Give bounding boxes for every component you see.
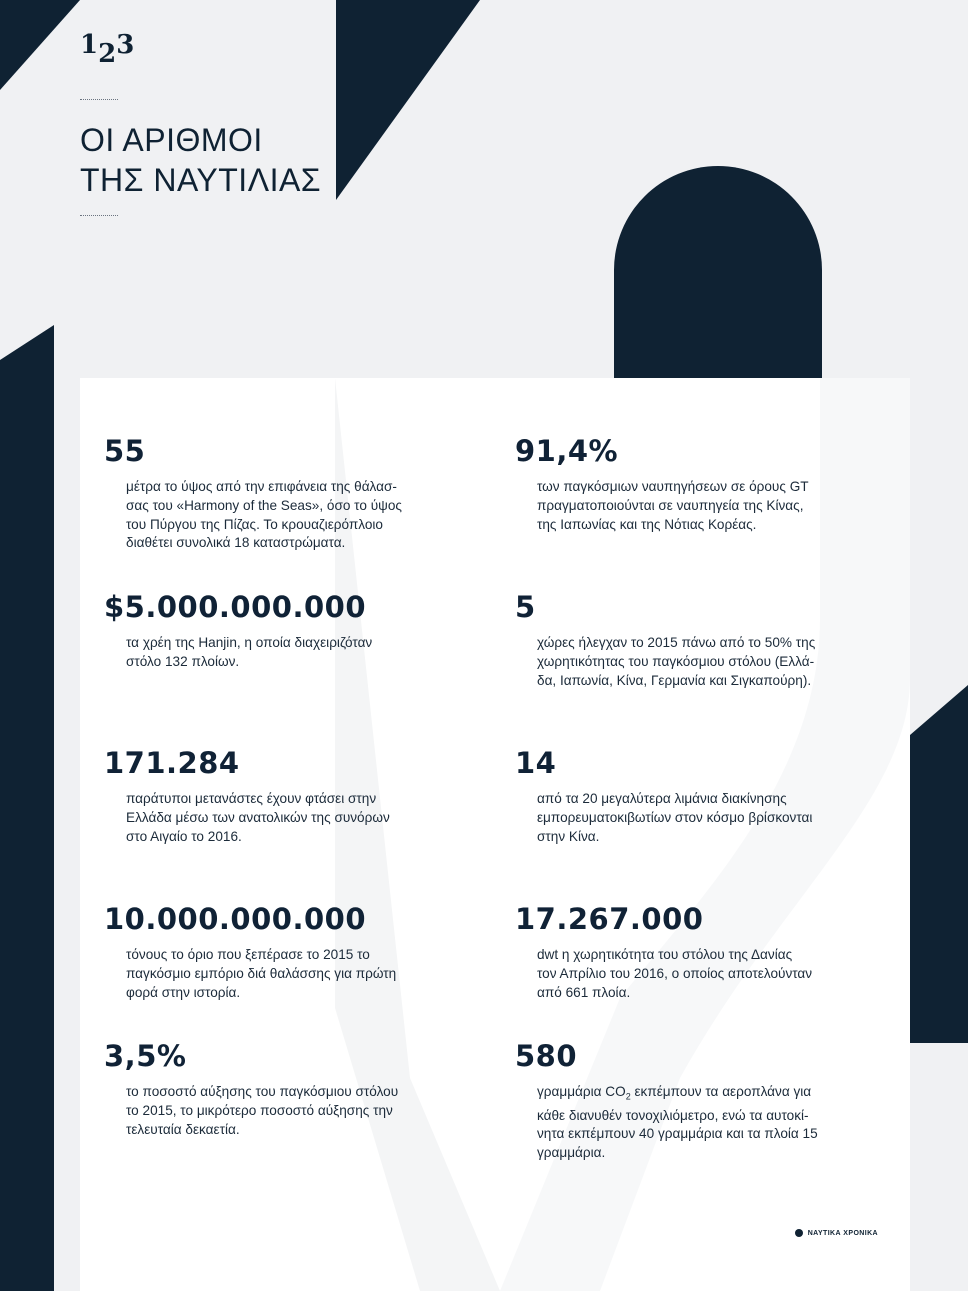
divider-top bbox=[80, 99, 118, 100]
stat-number: 5 bbox=[515, 590, 536, 624]
stat-description bbox=[126, 790, 446, 846]
stat-line: πραγματοποιούνται σε ναυπηγεία της Κίνας, bbox=[537, 497, 804, 513]
stat-580 bbox=[515, 1039, 857, 1163]
stat-line: των παγκόσμιων ναυπηγήσεων σε όρους GT bbox=[537, 479, 809, 494]
stat-line: στην Κίνα. bbox=[537, 828, 600, 844]
stat-5 bbox=[515, 590, 857, 690]
stat-line: τα χρέη της Hanjin, η οποία διαχειριζόταν bbox=[126, 635, 373, 650]
stat-line: χωρητικότητας του παγκόσμιου στόλου (Ελλά- bbox=[537, 653, 815, 669]
stat-line: από 661 πλοία. bbox=[537, 984, 631, 1000]
logo-digit-1: 1 bbox=[80, 30, 99, 60]
stat-description bbox=[537, 478, 857, 534]
stat-line-part: εκπέμπουν τα αεροπλάνα για bbox=[630, 1084, 812, 1099]
stat-number: $5.000.000.000 bbox=[104, 590, 367, 624]
navy-shape-right-edge bbox=[910, 685, 968, 1043]
stat-number: 171.284 bbox=[104, 746, 240, 780]
footer-brand bbox=[795, 1229, 878, 1237]
stat-line: φορά στην ιστορία. bbox=[126, 984, 241, 1000]
stat-10-billion bbox=[104, 902, 446, 1002]
logo-digit-3: 3 bbox=[116, 30, 135, 60]
stat-line: σας του «Harmony of the Seas», όσο το ύψος bbox=[126, 497, 402, 513]
stat-description bbox=[537, 1083, 857, 1163]
stat-description bbox=[126, 946, 446, 1002]
stat-line: μέτρα το ύψος από την επιφάνεια της θάλασ- bbox=[126, 479, 397, 494]
stat-number: 580 bbox=[515, 1039, 578, 1073]
page-title-line2: ΤΗΣ ΝΑΥΤΙΛΙΑΣ bbox=[80, 162, 322, 198]
stat-171284 bbox=[104, 746, 446, 846]
stat-number: 10.000.000.000 bbox=[104, 902, 367, 936]
brand-name: ΝΑΥΤΙΚΑ ΧΡΟΝΙΚΑ bbox=[807, 1229, 878, 1237]
stat-line: κάθε διανυθέν τονοχιλιόμετρο, ενώ τα αυτοκί- bbox=[537, 1107, 809, 1123]
stat-line: διαθέτει συνολικά 18 καταστρώματα. bbox=[126, 535, 346, 551]
stat-line: του Πύργου της Πίζας. Το κρουαζιερόπλοιο bbox=[126, 516, 383, 532]
stat-description bbox=[126, 634, 446, 672]
divider-bottom bbox=[80, 215, 118, 216]
stat-description bbox=[537, 634, 857, 690]
stat-3-5-percent bbox=[104, 1039, 446, 1139]
stat-description bbox=[537, 946, 857, 1002]
stat-55 bbox=[104, 434, 446, 553]
stat-number: 3,5% bbox=[104, 1039, 187, 1073]
stat-line: στο Αιγαίο το 2016. bbox=[126, 828, 242, 844]
brand-dot-icon bbox=[795, 1229, 803, 1237]
stat-description bbox=[126, 1083, 446, 1139]
stat-line: εμπορευματοκιβωτίων στον κόσμο βρίσκονται bbox=[537, 809, 813, 825]
stat-line: τον Απρίλιο του 2016, ο οποίος αποτελούνταν bbox=[537, 965, 813, 981]
stat-line: στόλο 132 πλοίων. bbox=[126, 653, 240, 669]
stat-line: γραμμάρια. bbox=[537, 1145, 606, 1161]
stat-number: 17.267.000 bbox=[515, 902, 704, 936]
stat-line: το 2015, το μικρότερο ποσοστό αύξησης την bbox=[126, 1102, 393, 1118]
stat-line: τελευταία δεκαετία. bbox=[126, 1121, 240, 1137]
stat-line: παράτυποι μετανάστες έχουν φτάσει στην bbox=[126, 791, 377, 806]
page-title-line1: ΟΙ ΑΡΙΘΜΟΙ bbox=[80, 122, 263, 158]
stat-number: 91,4% bbox=[515, 434, 619, 468]
stat-line: χώρες ήλεγχαν το 2015 πάνω από το 50% της bbox=[537, 635, 816, 650]
stat-description bbox=[537, 790, 857, 846]
stat-description bbox=[126, 478, 446, 553]
stat-number: 55 bbox=[104, 434, 146, 468]
stat-line: τόνους το όριο που ξεπέρασε το 2015 το bbox=[126, 947, 370, 962]
navy-shape-left-lower bbox=[0, 325, 54, 1291]
stat-91-4-percent bbox=[515, 434, 857, 534]
stat-17267000 bbox=[515, 902, 857, 1002]
page-title bbox=[80, 120, 321, 200]
co2-subscript: 2 bbox=[625, 1091, 631, 1102]
navy-shape-right-arch bbox=[614, 166, 822, 378]
logo-digit-2: 2 bbox=[98, 39, 117, 69]
stat-line: δα, Ιαπωνία, Κίνα, Γερμανία και Σιγκαπούρη). bbox=[537, 672, 812, 688]
logo-123 bbox=[80, 30, 135, 69]
stat-line-part: γραμμάρια CO bbox=[537, 1084, 626, 1099]
stat-line: νητα εκπέμπουν 40 γραμμάρια και τα πλοία 15 bbox=[537, 1126, 818, 1142]
navy-shape-left bbox=[0, 0, 80, 90]
stat-line: της Ιαπωνίας και της Νότιας Κορέας. bbox=[537, 516, 757, 532]
stat-line bbox=[537, 1083, 857, 1107]
stat-line: το ποσοστό αύξησης του παγκόσμιου στόλου bbox=[126, 1084, 399, 1099]
stat-line: dwt η χωρητικότητα του στόλου της Δανίας bbox=[537, 947, 793, 962]
stat-5-billion bbox=[104, 590, 446, 672]
navy-shape-center bbox=[336, 0, 480, 200]
stat-line: Ελλάδα μέσω των ανατολικών της συνόρων bbox=[126, 809, 390, 825]
stat-14 bbox=[515, 746, 857, 846]
stat-number: 14 bbox=[515, 746, 557, 780]
stat-line: από τα 20 μεγαλύτερα λιμάνια διακίνησης bbox=[537, 791, 787, 806]
stat-line: παγκόσμιο εμπόριο διά θαλάσσης για πρώτη bbox=[126, 965, 397, 981]
